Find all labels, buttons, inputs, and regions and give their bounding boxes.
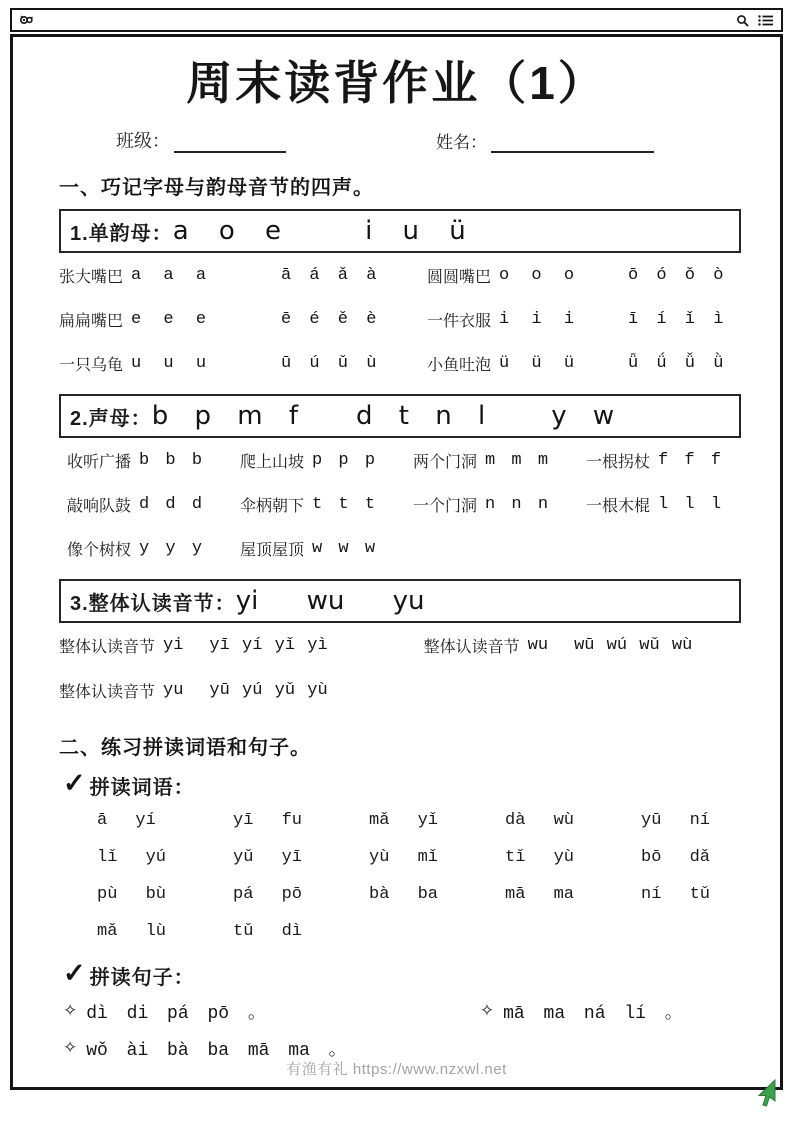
whole-syllable-row (59, 623, 780, 668)
mnemonic-label: 一个门洞 (413, 497, 478, 515)
syllable: wu (527, 636, 549, 655)
pinyin-word: lǐ yú (97, 848, 167, 867)
mnemonic-label: 屋顶屋顶 (240, 541, 305, 559)
initials-group3: y w (551, 401, 615, 431)
tone-syllables: wū wú wǔ wù (574, 636, 693, 655)
name-group (436, 128, 654, 153)
finals-group1: a o e (172, 216, 282, 246)
pinyin-word: pá pō (233, 885, 303, 904)
sentence-row (63, 992, 780, 1029)
pinyin-letters: n n n (485, 494, 549, 514)
whole-syllables: yi wu yu (235, 586, 425, 616)
top-toolbar (10, 8, 783, 32)
tone-letters: ī í ǐ ì (628, 309, 724, 329)
mnemonic-label: 圆圆嘴巴 (427, 268, 492, 286)
pinyin-sentence: mā ma ná lí 。 (503, 1003, 683, 1024)
student-info-row (116, 127, 780, 153)
mnemonic-label: 一只乌龟 (59, 356, 124, 374)
pinyin-letters: e e e (131, 309, 207, 329)
finals-box (59, 209, 741, 253)
section1-heading: 一、巧记字母与韵母音节的四声。 (59, 177, 374, 199)
vowel-row (59, 341, 741, 385)
tone-syllables: yī yí yǐ yì (209, 636, 328, 655)
pinyin-word: tǐ yù (505, 848, 575, 867)
tone-letters: ō ó ǒ ò (628, 265, 724, 285)
word-row (97, 802, 780, 839)
diamond-bullet-icon: ✧ (479, 1000, 495, 1020)
pinyin-word: mǎ yǐ (369, 811, 439, 830)
app-logo-icon[interactable] (19, 14, 34, 27)
whole-syllables-box-label: 3.整体认读音节： (70, 592, 236, 615)
vowel-row (59, 253, 741, 297)
word-row (97, 913, 780, 950)
check-icon: ✓ (63, 958, 86, 988)
pinyin-word: yī fu (233, 811, 303, 830)
word-row (97, 839, 780, 876)
mnemonic-label: 爬上山坡 (240, 453, 305, 471)
initial-row (67, 482, 780, 526)
sentences-subheading (63, 958, 780, 992)
mnemonic-label: 小鱼吐泡 (427, 356, 492, 374)
pinyin-letters: o o o (499, 265, 575, 285)
pinyin-letters: m m m (485, 450, 549, 470)
row-label: 整体认读音节 (59, 639, 156, 656)
search-icon[interactable] (736, 14, 749, 27)
tone-syllables: yū yú yǔ yù (209, 681, 328, 700)
mnemonic-label: 张大嘴巴 (59, 268, 124, 286)
words-subheading (63, 768, 780, 802)
pinyin-word: yù mǐ (369, 848, 439, 867)
pinyin-word: mā ma (505, 885, 575, 904)
sentences-label: 拼读句子： (89, 966, 195, 989)
mnemonic-label: 扁扁嘴巴 (59, 312, 124, 330)
finals-group2: i u ü (365, 216, 466, 246)
mnemonic-label: 像个树杈 (67, 541, 132, 559)
mnemonic-label: 一根拐杖 (586, 453, 651, 471)
section2-heading: 二、练习拼读词语和句子。 (59, 737, 311, 759)
pinyin-letters: ü ü ü (499, 353, 575, 373)
name-label: 姓名： (436, 133, 487, 152)
pinyin-letters: u u u (131, 353, 207, 373)
mnemonic-label: 收听广播 (67, 453, 132, 471)
worksheet-page (10, 34, 783, 1090)
whole-syllable-row (59, 668, 780, 713)
pinyin-letters: i i i (499, 309, 575, 329)
pinyin-word: pù bù (97, 885, 167, 904)
tone-letters: ā á ǎ à (281, 265, 377, 285)
mnemonic-label: 伞柄朝下 (240, 497, 305, 515)
pinyin-letters: l l l (658, 494, 722, 514)
pinyin-word: yū ní (641, 811, 711, 830)
pinyin-letters: y y y (139, 538, 203, 558)
row-label: 整体认读音节 (59, 684, 156, 701)
pinyin-word: ā yí (97, 811, 156, 830)
pinyin-sentence: wǒ ài bà ba mā ma 。 (86, 1040, 347, 1061)
initials-group2: d t n l (355, 401, 486, 431)
pinyin-sentence: dì di pá pō 。 (86, 1003, 266, 1024)
diamond-bullet-icon: ✧ (63, 1037, 78, 1057)
word-row (97, 876, 780, 913)
pinyin-word: bō dǎ (641, 848, 711, 867)
watermark-footer: 有渔有礼 https://www.nzxwl.net (286, 1061, 507, 1078)
mouse-cursor-icon (752, 1079, 778, 1114)
class-label: 班级： (116, 131, 170, 151)
pinyin-letters: d d d (139, 494, 203, 514)
vowel-row (59, 297, 741, 341)
pinyin-word: tǔ dì (233, 922, 303, 941)
syllable: yu (163, 681, 184, 700)
pinyin-word: dà wù (505, 811, 575, 830)
tone-letters: ǖ ǘ ǚ ǜ (628, 353, 724, 373)
syllable: yi (163, 636, 184, 655)
name-blank-line (491, 131, 654, 153)
mnemonic-label: 两个门洞 (413, 453, 478, 471)
pinyin-letters: a a a (131, 265, 207, 285)
pinyin-word: mǎ lù (97, 922, 167, 941)
list-menu-icon[interactable] (758, 14, 774, 27)
initials-box-label: 2.声母： (70, 407, 152, 430)
pinyin-word: bà ba (369, 885, 439, 904)
mnemonic-label: 一根木棍 (586, 497, 651, 515)
pinyin-word: ní tǔ (641, 885, 711, 904)
initials-box (59, 394, 741, 438)
initial-row (67, 438, 780, 482)
check-icon: ✓ (63, 768, 86, 798)
initial-row (67, 526, 780, 570)
tone-letters: ē é ě è (281, 309, 377, 329)
row-label: 整体认读音节 (423, 639, 520, 656)
mnemonic-label: 敲响队鼓 (67, 497, 132, 515)
pinyin-letters: w w w (312, 538, 376, 558)
whole-syllables-box (59, 579, 741, 623)
words-label: 拼读词语： (89, 776, 195, 799)
pinyin-word: yǔ yī (233, 848, 303, 867)
pinyin-letters: p p p (312, 450, 376, 470)
pinyin-letters: f f f (658, 450, 722, 470)
tone-letters: ū ú ǔ ù (281, 353, 377, 373)
pinyin-letters: b b b (139, 450, 203, 470)
mnemonic-label: 一件衣服 (427, 312, 492, 330)
finals-box-label: 1.单韵母： (70, 222, 173, 245)
page-title: 周末读背作业（1） (186, 57, 607, 109)
pinyin-letters: t t t (312, 494, 376, 514)
diamond-bullet-icon: ✧ (63, 1000, 78, 1020)
initials-group1: b p m f (151, 401, 298, 431)
class-blank-line (174, 131, 286, 153)
